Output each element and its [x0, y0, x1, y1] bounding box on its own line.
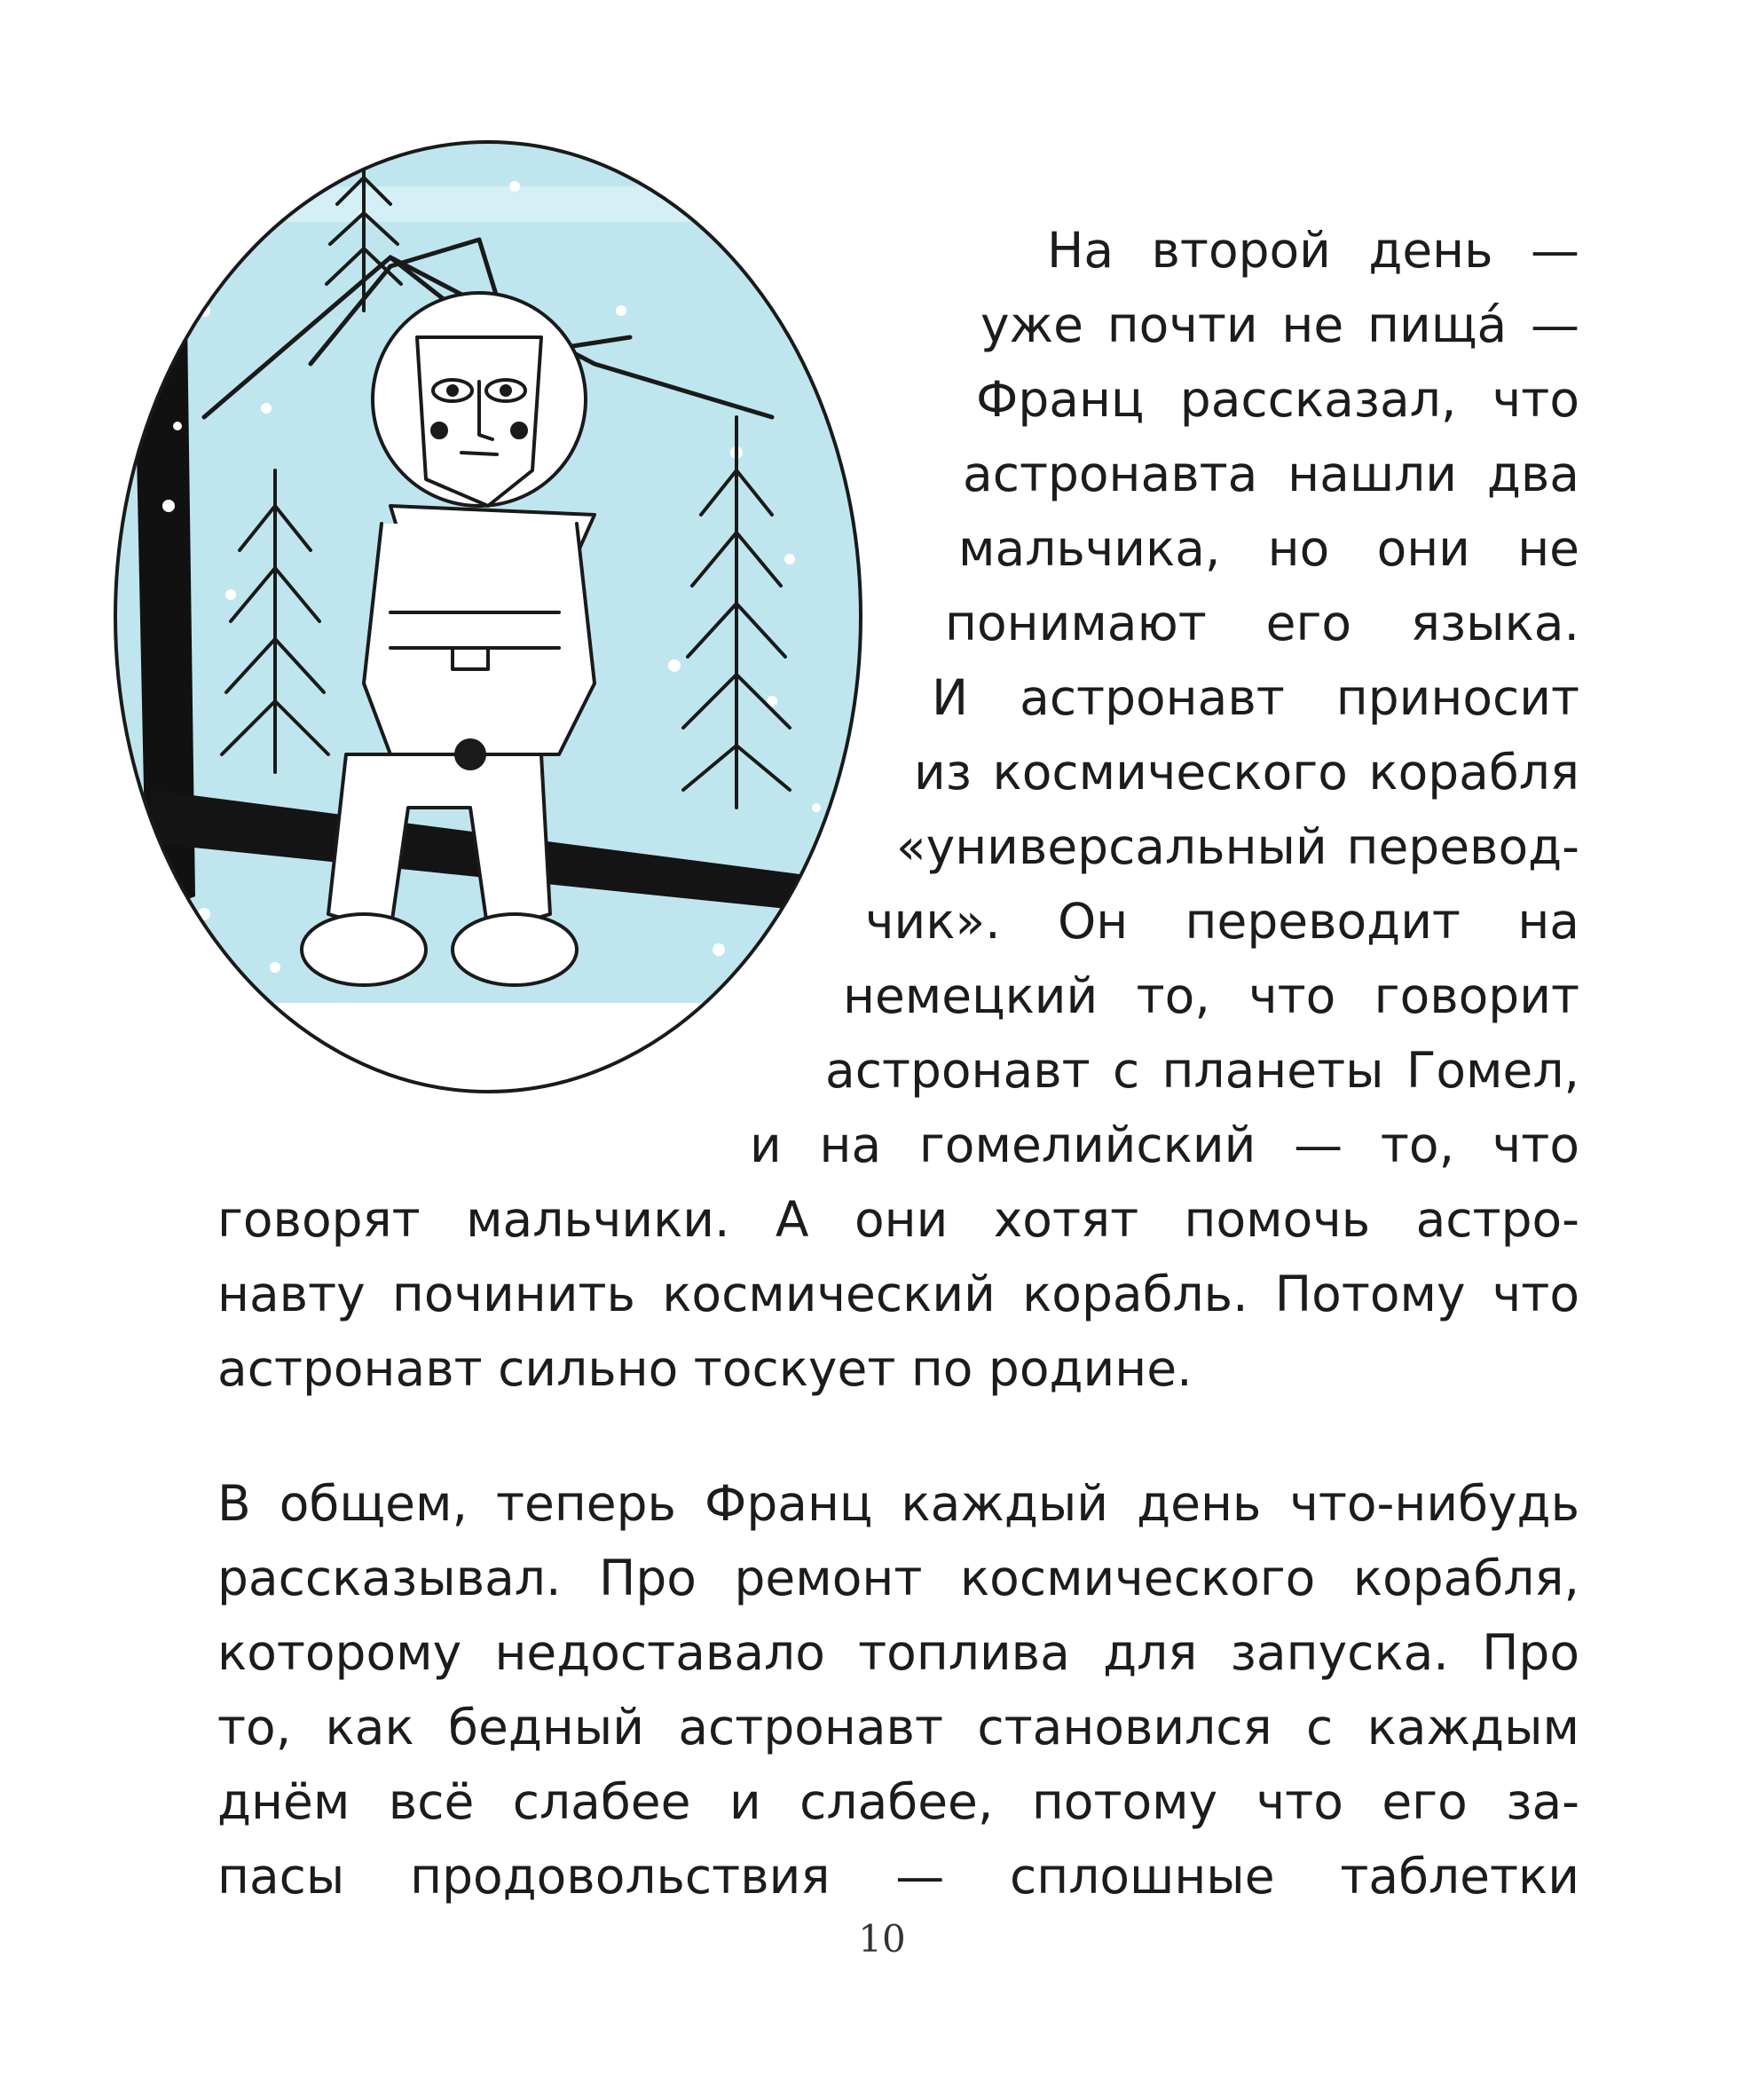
- text-line: говорят мальчики. А они хотят помочь астро-: [217, 1191, 1579, 1248]
- text-line: астронавт с планеты Гомел,: [825, 1042, 1579, 1099]
- text-line: навту починить космический корабль. Потому что: [217, 1266, 1579, 1322]
- text-line: и на гомелийский — то, что: [750, 1117, 1579, 1173]
- page-number: 10: [858, 1917, 906, 1961]
- text-line: мальчика, но они не: [958, 520, 1579, 577]
- text-line: немецкий то, что говорит: [843, 967, 1579, 1024]
- astronaut-illustration: [98, 133, 878, 1101]
- text-line: На второй день —: [1047, 222, 1579, 279]
- text-line: которому недоставало топлива для запуска. Про: [217, 1624, 1579, 1681]
- text-line: «универсальный перевод-: [896, 818, 1579, 875]
- text-line: астронавт сильно тоскует по родине.: [217, 1340, 1193, 1397]
- text-line: В общем, теперь Франц каждый день что-нибудь: [217, 1475, 1579, 1532]
- text-line: чик». Он переводит на: [865, 893, 1579, 950]
- text-line: понимают его языка.: [945, 595, 1579, 651]
- snowy-sky-background: [98, 133, 878, 1101]
- text-line: пасы продовольствия — сплошные таблетки: [217, 1848, 1579, 1905]
- text-line: то, как бедный астронавт становился с каждым: [217, 1699, 1579, 1756]
- text-line: И астронавт приносит: [932, 669, 1579, 726]
- text-line: астронавта нашли два: [963, 446, 1579, 502]
- text-line: Франц рассказал, что: [976, 371, 1579, 428]
- text-line: днём всё слабее и слабее, потому что его за-: [217, 1773, 1579, 1830]
- text-line: уже почти не пищá —: [980, 296, 1579, 353]
- text-line: из космического корабля: [914, 744, 1579, 801]
- text-line: рассказывал. Про ремонт космического корабля,: [217, 1550, 1579, 1606]
